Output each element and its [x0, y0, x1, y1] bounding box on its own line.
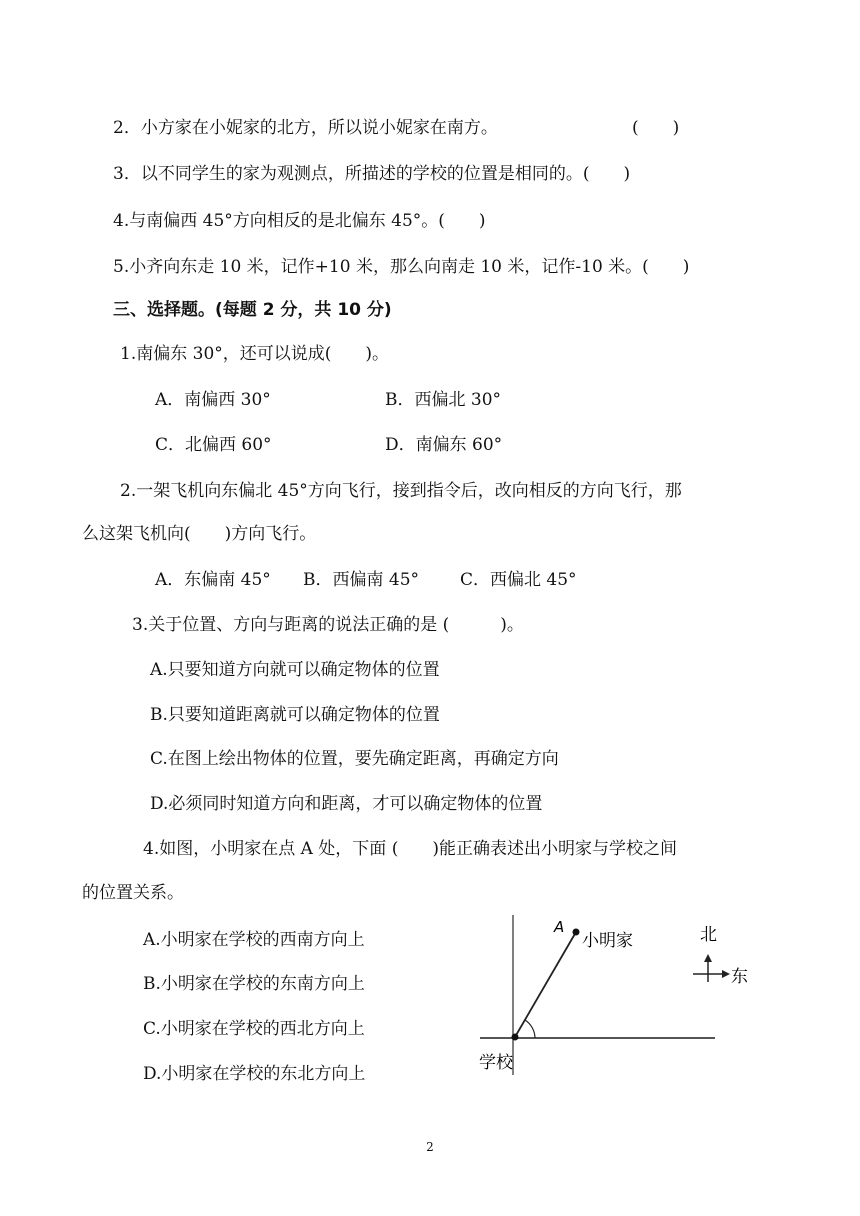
point-a-label: A — [554, 918, 565, 936]
page-number: 2 — [426, 1140, 434, 1154]
mc4-stem-line2: 的位置关系。 — [82, 883, 184, 903]
mc2-stem-line1: 2.一架飞机向东偏北 45°方向飞行，接到指令后，改向相反的方向飞行，那 — [120, 481, 682, 501]
school-label: 学校 — [479, 1053, 513, 1073]
mc4-option-d: D.小明家在学校的东北方向上 — [143, 1064, 366, 1084]
east-arrow-head — [722, 970, 730, 978]
mc3-option-b: B.只要知道距离就可以确定物体的位置 — [150, 705, 440, 725]
judgement-q4: 4.与南偏西 45°方向相反的是北偏东 45°。( ) — [113, 211, 486, 231]
mc1-option-d: D．南偏东 60° — [385, 435, 503, 455]
judgement-q2: 2．小方家在小妮家的北方，所以说小妮家在南方。 — [113, 118, 498, 138]
mc3-option-c: C.在图上绘出物体的位置，要先确定距离，再确定方向 — [150, 749, 559, 769]
mc2-stem-line2: 么这架飞机向( )方向飞行。 — [82, 524, 317, 544]
mc4-option-c: C.小明家在学校的西北方向上 — [143, 1019, 365, 1039]
mc2-option-b: B．西偏南 45° — [303, 570, 420, 590]
east-label: 东 — [731, 967, 748, 987]
direction-figure — [465, 910, 755, 1090]
mc2-option-a: A．东偏南 45° — [155, 570, 271, 590]
mc2-option-c: C．西偏北 45° — [460, 570, 577, 590]
judgement-q3: 3．以不同学生的家为观测点，所描述的学校的位置是相同的。( ) — [113, 164, 631, 184]
north-arrow-head — [704, 954, 712, 962]
mc4-option-a: A.小明家在学校的西南方向上 — [143, 930, 365, 950]
point-a — [573, 929, 580, 936]
home-label: 小明家 — [582, 931, 633, 951]
mc1-option-b: B．西偏北 30° — [385, 390, 502, 410]
angle-arc — [525, 1020, 535, 1038]
ray-school-to-home — [515, 932, 576, 1037]
mc4-option-b: B.小明家在学校的东南方向上 — [143, 974, 365, 994]
mc1-stem: 1.南偏东 30°，还可以说成( )。 — [120, 344, 390, 364]
section-title: 三、选择题。(每题 2 分，共 10 分) — [113, 300, 392, 320]
judgement-q2-blank: ( ) — [632, 118, 680, 138]
mc1-option-c: C．北偏西 60° — [155, 435, 272, 455]
mc1-option-a: A．南偏西 30° — [155, 390, 271, 410]
judgement-q5: 5.小齐向东走 10 米，记作+10 米，那么向南走 10 米，记作-10 米。( ) — [113, 257, 690, 277]
north-label: 北 — [700, 925, 717, 945]
mc3-option-a: A.只要知道方向就可以确定物体的位置 — [150, 660, 440, 680]
mc3-stem: 3.关于位置、方向与距离的说法正确的是 ( )。 — [132, 615, 524, 635]
mc4-stem-line1: 4.如图，小明家在点 A 处，下面 ( )能正确表述出小明家与学校之间 — [143, 839, 677, 859]
point-school — [512, 1034, 519, 1041]
mc3-option-d: D.必须同时知道方向和距离，才可以确定物体的位置 — [150, 794, 543, 814]
